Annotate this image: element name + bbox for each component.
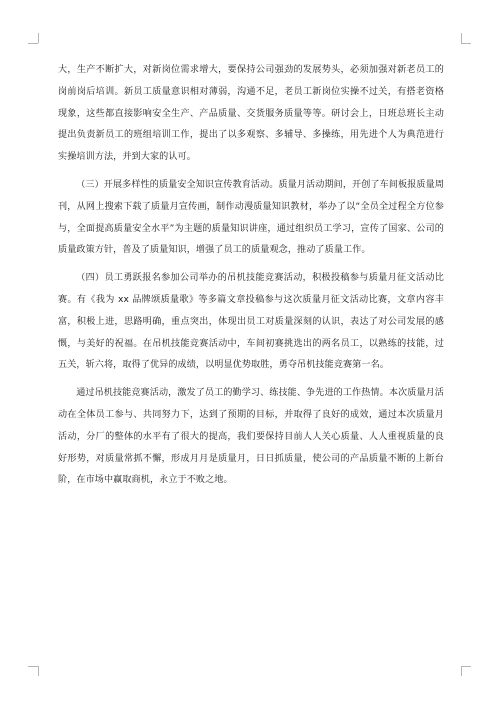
crop-mark-top-right-horizontal <box>461 43 471 44</box>
document-body <box>58 60 444 492</box>
paragraph-training: 大，生产不断扩大，对新岗位需求增大，要保持公司强劲的发展势头，必须加强对新老员工的岗前岗后培训。新员工质量意识相对薄弱，沟通不足，老员工新岗位实操不过关，有搭老资格现象，这些都直接影响安全生产、产品质量、交货服务质量等等。研讨会上，日班总班长主动提出负责新员工的班组培训工作，提出了以多观察、多辅导、多操练，用先进个人为典范进行实操培训方法，并到大家的认可。 <box>58 65 444 163</box>
paragraph-summary: 通过吊机技能竞赛活动，激发了员工的勤学习、练技能、争先进的工作热情。本次质量月活动在全体员工参与、共同努力下，达到了预期的目标，并取得了良好的成效，通过本次质量月活动，分厂的整体的水平有了很大的提高，我们要保持目前人人关心质量、人人重视质量的良好形势，对质量常抓不懈，形成月月是质量月，日日抓质量，使公司的产品质量不断的上新台阶，在市场中赢取商机，永立于不败之地。 <box>58 388 444 486</box>
crop-mark-top-left-vertical <box>38 33 39 43</box>
crop-mark-bottom-right-horizontal <box>461 666 471 667</box>
crop-mark-bottom-left-horizontal <box>28 666 38 667</box>
crop-mark-top-left-horizontal <box>28 43 38 44</box>
crop-mark-bottom-right-vertical <box>461 666 462 676</box>
paragraph-publicity: （三）开展多样性的质量安全知识宣传教育活动。质量月活动期间，开创了车间板报质量周刊，从网上搜索下载了质量月宣传画，制作动漫质量知识教材，举办了以“全员全过程全方位参与，全面提高质量安全水平”为主题的质量知识讲座，通过组织员工学习，宣传了国家、公司的质量政策方针，普及了质量知识，增强了员工的质量观念，推动了质量工作。 <box>58 179 444 256</box>
crop-mark-top-right-vertical <box>461 33 462 43</box>
crop-mark-bottom-left-vertical <box>38 666 39 676</box>
paragraph-competition: （四）员工勇跃报名参加公司举办的吊机技能竞赛活动，积极投稿参与质量月征文活动比赛。有《我为 xx 品牌颂质量歌》等多篇文章投稿参与这次质量月征文活动比赛，文章内容丰富，积极上进，思路明确，重点突出，体现出员工对质量深刻的认识，表达了对公司发展的感慨，与美好的祝福。在吊机技能竞赛活动中，车间初赛挑选出的两名员工，以熟练的技能，过五关，斩六将，取得了优异的成绩，以明显优势取胜，勇夺吊机技能竞赛第一名。 <box>58 273 444 371</box>
